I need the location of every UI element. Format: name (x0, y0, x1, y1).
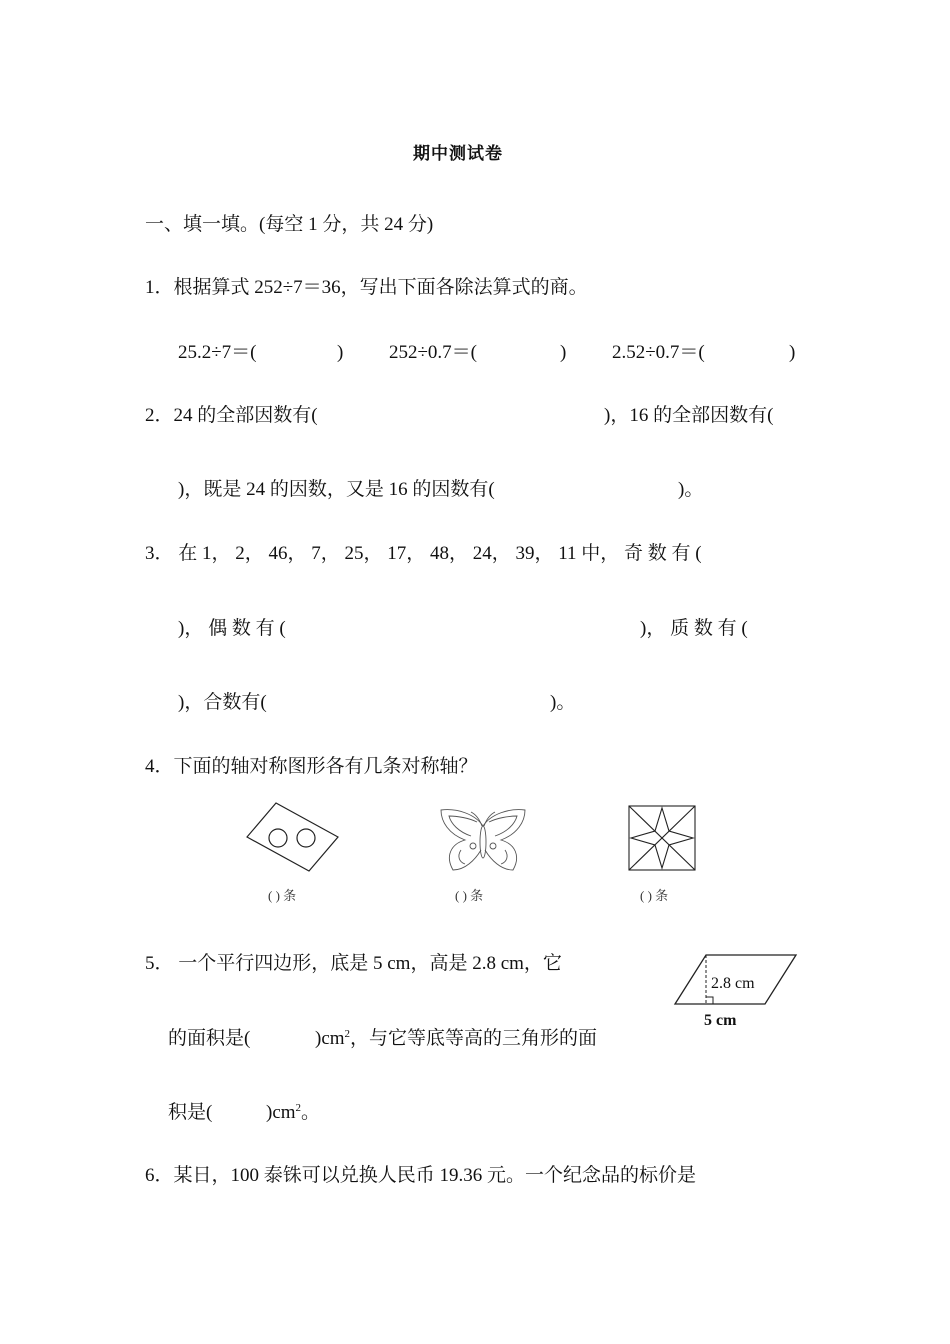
figure-3-caption: ( ) 条 (640, 888, 669, 903)
question-2-part2: )，16 的全部因数有( (604, 405, 774, 426)
section-heading: 一、填一填。(每空 1 分，共 24 分) (145, 214, 434, 235)
question-1c-close: ) (789, 342, 796, 363)
question-1c: 2.52÷0.7＝( (612, 342, 705, 363)
square-star-figure (627, 804, 697, 872)
figure-1-caption: ( ) 条 (268, 888, 297, 903)
butterfly-figure (437, 806, 529, 876)
rhombus-figure (245, 800, 341, 874)
question-3-part3: )， 质 数 有 ( (640, 618, 748, 639)
parallelogram-base-label: 5 cm (704, 1012, 737, 1029)
figure-2-caption: ( ) 条 (455, 888, 484, 903)
question-5-line3a: 积是( (168, 1102, 213, 1123)
question-2-part3: )，既是 24 的因数，又是 16 的因数有( (178, 479, 495, 500)
question-1b: 252÷0.7＝( (389, 342, 478, 363)
parallelogram-figure (672, 952, 802, 1030)
parallelogram-height-label: 2.8 cm (711, 975, 755, 992)
question-5-line2b: )$cm^2$，与它等底等高的三角形的面 (315, 1028, 598, 1049)
question-4-stem: 4．下面的轴对称图形各有几条对称轴？ (145, 756, 478, 777)
question-6-line1: 6．某日，100 泰铢可以兑换人民币 19.36 元。一个纪念品的标价是 (145, 1165, 697, 1186)
question-3-part1: 3． 在 1， 2， 46， 7， 25， 17， 48， 24， 39， 11 中， 奇 数 有 ( (145, 543, 702, 564)
question-1a-close: ) (337, 342, 344, 363)
question-2-part4: )。 (678, 479, 704, 500)
question-1a: 25.2÷7＝( (178, 342, 257, 363)
page-title: 期中测试卷 (413, 144, 503, 163)
question-5-line1: 5． 一个平行四边形，底是 5 cm，高是 2.8 cm，它 (145, 953, 562, 974)
question-5-line2a: 的面积是( (168, 1028, 251, 1049)
question-3-part5: )。 (550, 692, 576, 713)
question-3-part2: )， 偶 数 有 ( (178, 618, 286, 639)
question-2-part1: 2．24 的全部因数有( (145, 405, 318, 426)
question-3-part4: )，合数有( (178, 692, 267, 713)
question-1-stem: 1．根据算式 252÷7＝36，写出下面各除法算式的商。 (145, 277, 588, 298)
question-5-line3b: )$cm^2$。 (266, 1102, 321, 1123)
question-1b-close: ) (560, 342, 567, 363)
